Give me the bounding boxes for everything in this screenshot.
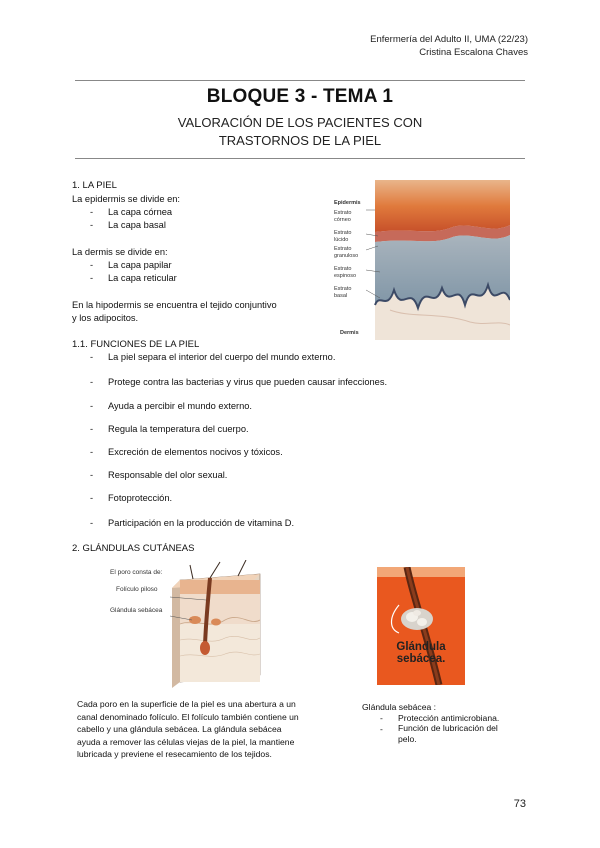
- figure-label-line: lúcido: [334, 236, 349, 243]
- sebaceous-gland-figure: [377, 567, 465, 685]
- figure-label-line: basal: [334, 292, 348, 299]
- subtitle-line: TRASTORNOS DE LA PIEL: [218, 133, 382, 148]
- pore-diagram-image: [110, 560, 280, 690]
- top-divider: [75, 80, 525, 81]
- page-header: [370, 33, 528, 59]
- figure-label: [334, 266, 356, 279]
- figure-label: El poro consta de:: [110, 569, 163, 576]
- hypodermis-text: [72, 299, 277, 325]
- list-item-label: [398, 723, 498, 745]
- list-item-label: Excreción de elementos nocivos y tóxicos.: [108, 447, 283, 457]
- dermis-intro: La dermis se divide en:: [72, 247, 168, 257]
- figure-label-line: Estrato: [334, 246, 352, 252]
- bottom-divider: [75, 158, 525, 159]
- list-item-label: La capa reticular: [108, 273, 177, 283]
- list-item-label: La capa córnea: [108, 207, 173, 217]
- list-item-label: La capa papilar: [108, 260, 172, 270]
- list-item-label: Protección antimicrobiana.: [398, 713, 500, 723]
- figure-label-line: Estrato: [334, 230, 352, 236]
- caption-line: canal denominado folículo. El folículo también contiene un: [77, 711, 299, 722]
- figure-label: [334, 210, 351, 223]
- gland-label: [380, 641, 462, 665]
- page-number: 73: [513, 798, 526, 810]
- figure-label: Folículo piloso: [116, 586, 158, 593]
- figure-label-line: Estrato: [334, 286, 352, 292]
- gland-caption-title: Glándula sebácea :: [362, 702, 437, 712]
- list-item-label: Responsable del olor sexual.: [108, 470, 228, 480]
- list-item-label: Fotoprotección.: [108, 493, 173, 503]
- list-item-line: pelo.: [398, 734, 417, 744]
- figure-label: Epidermis: [334, 200, 361, 206]
- figure-label: [334, 246, 358, 259]
- list-item-label: Ayuda a percibir el mundo externo.: [108, 401, 253, 411]
- list-item-label: La piel separa el interior del cuerpo del mundo externo.: [108, 352, 336, 362]
- subtitle-line: VALORACIÓN DE LOS PACIENTES CON: [177, 115, 423, 130]
- page-title: BLOQUE 3 - TEMA 1: [206, 86, 394, 107]
- figure-label: Glándula sebácea: [110, 607, 163, 614]
- figure-label: [334, 286, 351, 299]
- caption-line: Cada poro en la superficie de la piel es una abertura a un: [77, 699, 296, 709]
- figure-label-line: espinoso: [334, 272, 357, 279]
- section-heading-funciones: 1.1. FUNCIONES DE LA PIEL: [72, 339, 200, 350]
- section-heading-la-piel: 1. LA PIEL: [72, 180, 117, 191]
- figure-label-line: Estrato: [334, 266, 352, 272]
- caption-line: ayuda a remover las células viejas de la piel, la mantiene: [77, 736, 295, 747]
- caption-line: cabello y una glándula sebácea. La glándula sebácea: [77, 724, 282, 734]
- figure-label-line: granuloso: [334, 252, 359, 259]
- figure-label: Dermis: [340, 330, 359, 336]
- pore-diagram-figure: [110, 560, 280, 690]
- figure-label: [334, 230, 351, 243]
- section-heading-glandulas: 2. GLÁNDULAS CUTÁNEAS: [72, 543, 195, 554]
- epidermis-intro: La epidermis se divide en:: [72, 194, 181, 204]
- caption-line: lubricada y previene el resecamiento de los tejidos.: [77, 749, 272, 759]
- skin-layers-figure: [330, 180, 510, 340]
- list-item-label: La capa basal: [108, 220, 166, 230]
- pore-caption: [77, 698, 337, 761]
- text-line: En la hipodermis se encuentra el tejido conjuntivo: [72, 300, 277, 310]
- header-author: Cristina Escalona Chaves: [419, 47, 528, 58]
- gland-label-line: sebácea.: [396, 653, 446, 665]
- list-item-label: Protege contra las bacterias y virus que pueden causar infecciones.: [108, 377, 388, 387]
- sebaceous-gland-image: [377, 567, 465, 685]
- list-item-label: Participación en la producción de vitamina D.: [108, 518, 295, 528]
- figure-label-line: córneo: [334, 216, 351, 223]
- page-subtitle: [0, 114, 600, 150]
- list-item-label: Regula la temperatura del cuerpo.: [108, 424, 249, 434]
- figure-label-line: Estrato: [334, 210, 352, 216]
- text-line: y los adipocitos.: [72, 313, 139, 323]
- list-item-line: Función de lubricación del: [398, 723, 498, 733]
- gland-label-line: Glándula: [396, 641, 446, 653]
- header-course: Enfermería del Adulto II, UMA (22/23): [370, 34, 528, 45]
